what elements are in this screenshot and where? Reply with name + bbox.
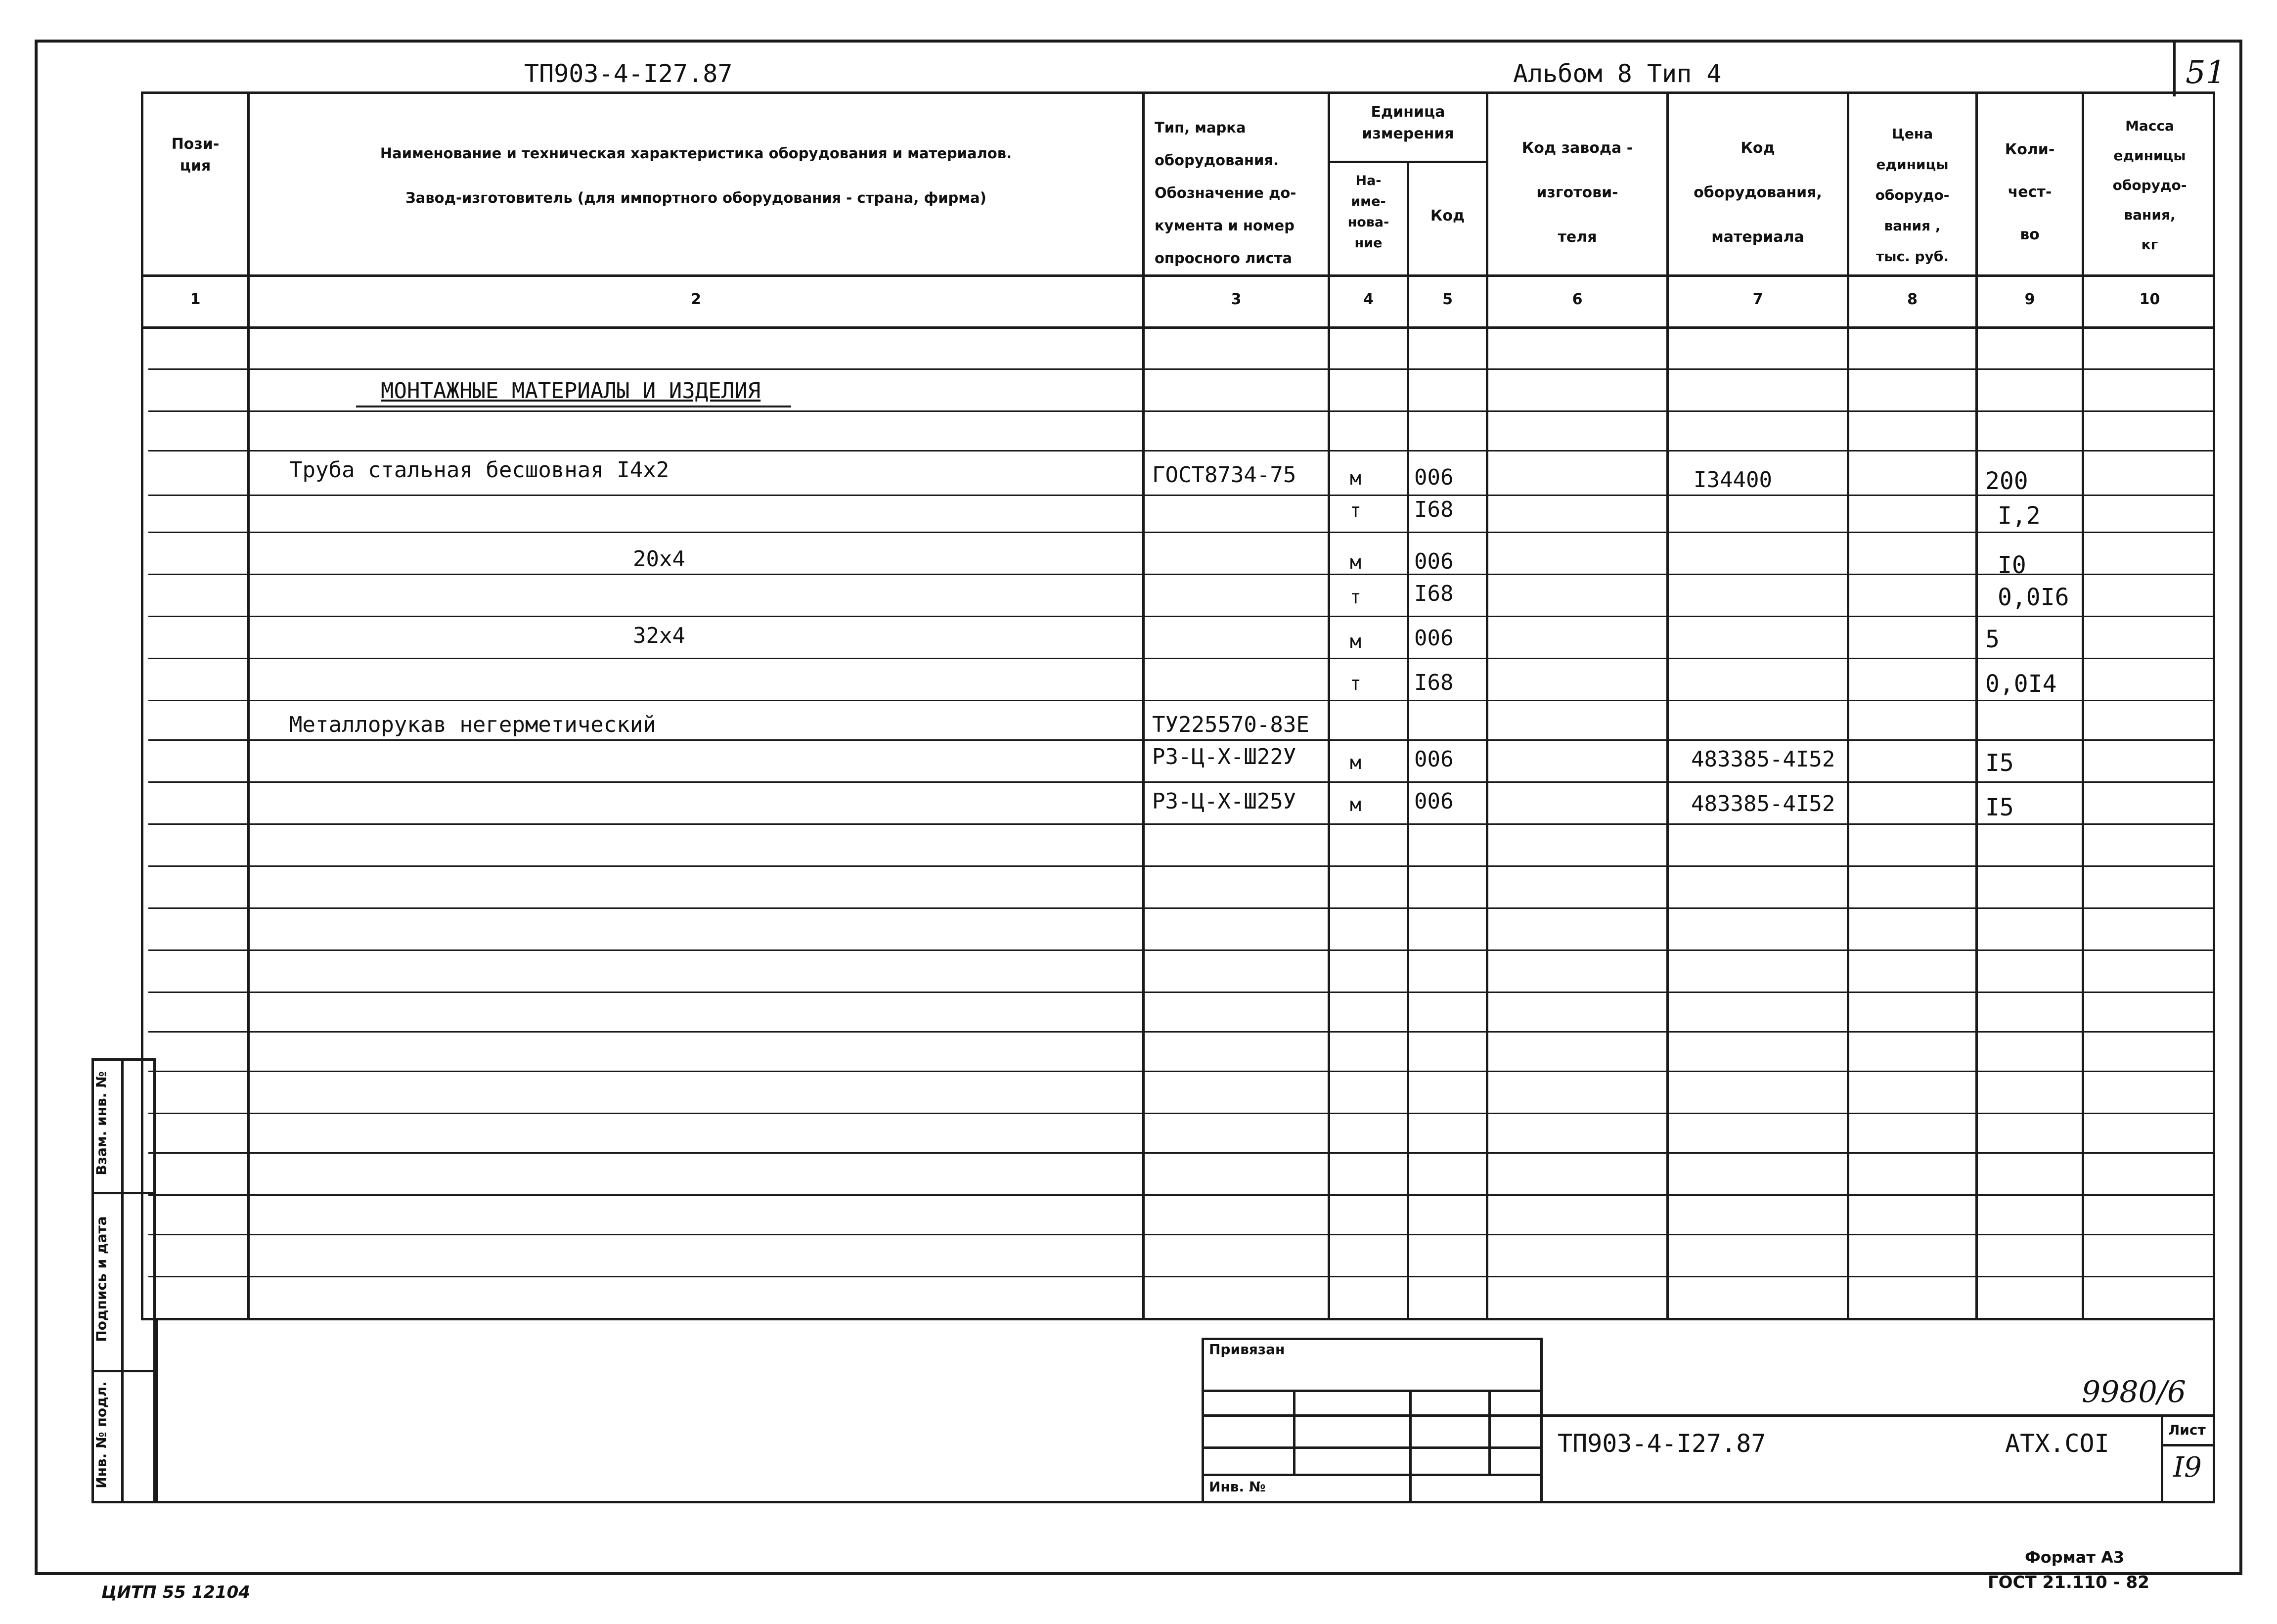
header-name: Наименование и техническая характеристика оборудования и материалов. Завод-изготовитель (для импортного оборудования - страна, фирма) [380, 145, 1012, 206]
row-code-5: 006 [1414, 626, 1454, 651]
table-row-line [148, 495, 2215, 496]
col-number-6: 6 [1572, 291, 1583, 308]
album-label: Альбом 8 Тип 4 [1513, 59, 1722, 88]
table-row-line [148, 574, 2215, 575]
row-unit-8: м [1350, 752, 1361, 773]
header-price: Цена единицы оборудо- вания , тыс. руб. [1875, 126, 1950, 265]
row-unit-3: м [1350, 551, 1361, 573]
row-code-3: 006 [1414, 549, 1454, 574]
header-bottom-line [141, 274, 2215, 277]
list-box-divider [2161, 1414, 2163, 1503]
table-row-line [148, 368, 2215, 370]
row-qty-1: 200 [1985, 467, 2028, 495]
col-line-8 [1975, 91, 1978, 1320]
header-unit: Единица измерения [1362, 103, 1454, 142]
col-number-4: 4 [1363, 291, 1374, 308]
table-row-line [148, 949, 2215, 951]
table-row-line [148, 739, 2215, 741]
header-mass: Масса единицы оборудо- вания, кг [2112, 118, 2187, 253]
side-stamp-divider [121, 1058, 124, 1503]
side-stamp-split-1 [91, 1192, 156, 1194]
row-qty-3: I0 [1998, 551, 2026, 579]
table-row-line [148, 907, 2215, 909]
handwritten-number: 9980/6 [2082, 1375, 2187, 1409]
header-equipment-code: Код оборудования, материала [1694, 139, 1822, 246]
page-no-divider [2173, 40, 2176, 96]
table-row-line [148, 410, 2215, 412]
privyazan-label: Привязан [1209, 1341, 1285, 1357]
col-number-1: 1 [190, 291, 201, 308]
table-row-line [148, 1152, 2215, 1154]
header-position: Пози- ция [171, 135, 220, 175]
col-line-7 [1847, 91, 1849, 1320]
row-code-6: I68 [1414, 670, 1454, 695]
table-row-line [148, 700, 2215, 701]
table-row-line [148, 1276, 2215, 1277]
row-type-9: РЗ-Ц-Х-Ш25У [1152, 789, 1296, 814]
col-number-3: 3 [1231, 291, 1242, 308]
row-code-2: I68 [1414, 497, 1454, 522]
col-line-5 [1486, 91, 1488, 1320]
stamp-doc-code: ТП903-4-I27.87 [1558, 1429, 1766, 1458]
col-number-9: 9 [2024, 291, 2035, 308]
row-equip-8: 483385-4I52 [1691, 747, 1835, 772]
header-plant-code: Код завода - изготови- теля [1521, 139, 1633, 246]
table-row-line [148, 1031, 2215, 1033]
table-row-line [148, 992, 2215, 993]
bottom-stamp [156, 1318, 2215, 1503]
footer-gost: ГОСТ 21.110 - 82 [1988, 1573, 2149, 1592]
footer-left-code: ЦИТП 55 12104 [101, 1582, 250, 1602]
table-row-line [148, 1071, 2215, 1072]
side-label-inv-podl: Инв. № подл. [93, 1381, 110, 1489]
table-row-line [148, 823, 2215, 825]
table-row-line [148, 658, 2215, 659]
row-name-1: Труба стальная бесшовная I4х2 [289, 457, 670, 483]
row-qty-5: 5 [1985, 626, 2000, 653]
table-row-line [148, 781, 2215, 783]
row-code-9: 006 [1414, 789, 1454, 814]
row-qty-4: 0,0I6 [1998, 584, 2069, 611]
table-row-line [148, 1194, 2215, 1196]
privyazan-row-2 [1202, 1414, 1543, 1417]
section-title-underline [356, 406, 791, 407]
footer-format: Формат А3 [2025, 1548, 2125, 1567]
privyazan-row-1 [1202, 1390, 1543, 1392]
inv-no-label: Инв. № [1209, 1479, 1266, 1495]
row-qty-8: I5 [1985, 749, 2014, 777]
list-label: Лист [2168, 1422, 2206, 1438]
col-number-2: 2 [691, 291, 701, 308]
row-name-5: 32х4 [633, 623, 685, 648]
privyazan-col-1 [1293, 1390, 1295, 1474]
col-number-7: 7 [1752, 291, 1763, 308]
list-number: I9 [2173, 1451, 2202, 1484]
row-type-7: ТУ225570-83Е [1152, 712, 1309, 737]
col-number-8: 8 [1907, 291, 1918, 308]
row-equip-1: I34400 [1694, 467, 1772, 493]
section-title: МОНТАЖНЫЕ МАТЕРИАЛЫ И ИЗДЕЛИЯ [381, 378, 761, 404]
list-box-split [2161, 1444, 2215, 1446]
table-row-line [148, 450, 2215, 451]
privyazan-col-2 [1409, 1390, 1412, 1503]
col-line-2 [1142, 91, 1145, 1320]
row-equip-9: 483385-4I52 [1691, 791, 1835, 816]
col-line-9 [2082, 91, 2084, 1320]
col-number-5: 5 [1442, 291, 1453, 308]
row-unit-6: т [1350, 673, 1361, 694]
row-type-1: ГОСТ8734-75 [1152, 462, 1296, 488]
col-line-3 [1328, 91, 1330, 1320]
row-name-3: 20х4 [633, 546, 685, 572]
row-unit-5: м [1350, 631, 1361, 652]
header-type: Тип, марка оборудования. Обозначение до- кумента и номер опросного листа [1155, 119, 1296, 267]
col-line-1 [247, 91, 250, 1320]
table-row-line [148, 1234, 2215, 1235]
header-unit-name: На- име- нова- ние [1347, 173, 1389, 251]
side-label-podpis: Подпись и дата [93, 1216, 110, 1342]
page-number: 51 [2186, 54, 2226, 91]
header-quantity: Коли- чест- во [2005, 141, 2055, 243]
row-qty-9: I5 [1985, 794, 2014, 821]
stamp-sheet-code: АТХ.СОI [2005, 1429, 2109, 1458]
row-unit-1: м [1350, 467, 1361, 489]
row-qty-2: I,2 [1998, 502, 2041, 530]
col-line-6 [1666, 91, 1669, 1320]
row-type-8: РЗ-Ц-Х-Ш22У [1152, 744, 1296, 769]
row-qty-6: 0,0I4 [1985, 670, 2057, 698]
privyazan-row-3 [1202, 1446, 1543, 1449]
title-block-line [1543, 1414, 2215, 1417]
row-unit-9: м [1350, 794, 1361, 815]
row-code-4: I68 [1414, 581, 1454, 606]
row-code-8: 006 [1414, 747, 1454, 772]
row-code-1: 006 [1414, 465, 1454, 490]
top-doc-code: ТП903-4-I27.87 [524, 59, 733, 88]
privyazan-row-4 [1202, 1474, 1543, 1476]
row-name-7: Металлорукав негерметический [289, 712, 656, 737]
row-unit-2: т [1350, 499, 1361, 521]
row-unit-4: т [1350, 586, 1361, 608]
privyazan-col-3 [1488, 1390, 1491, 1474]
header-unit-code: Код [1430, 207, 1465, 225]
table-row-line [148, 1113, 2215, 1114]
table-row-line [148, 532, 2215, 533]
colnum-bottom-line [141, 326, 2215, 329]
side-label-vzam: Взам. инв. № [93, 1071, 110, 1175]
table-row-line [148, 616, 2215, 617]
table-row-line [148, 865, 2215, 867]
col-number-10: 10 [2139, 291, 2160, 308]
